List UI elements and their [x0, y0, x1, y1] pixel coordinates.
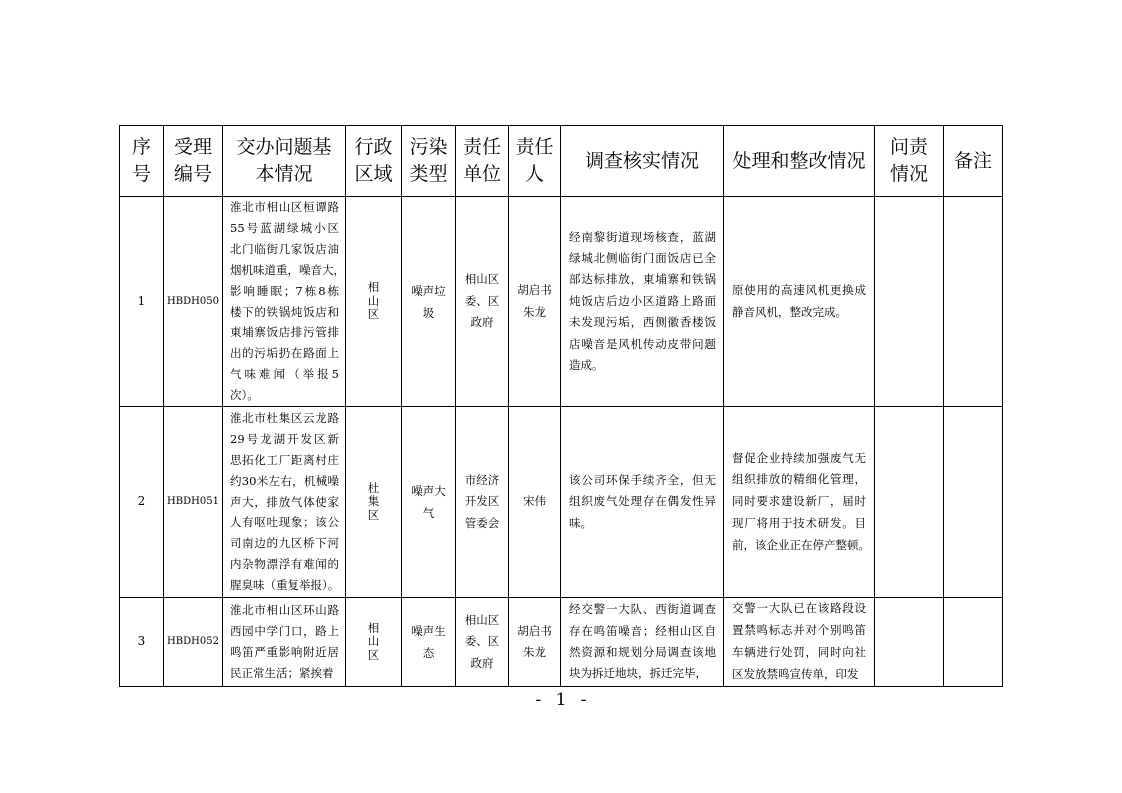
cell-unit-line: 政府 — [470, 315, 494, 330]
cell-problem-line: 人有呕吐现象；该公 — [230, 515, 339, 530]
cell-handling-line: 区发放禁鸣宣传单，印发 — [732, 666, 859, 681]
cell-pollution — [402, 598, 456, 686]
header-district-line: 行政 — [354, 136, 393, 158]
cell-no-line: 3 — [137, 634, 146, 649]
cell-investigation-line: 经交警一大队、西街道调查 — [569, 602, 716, 617]
cell-unit — [456, 197, 509, 407]
cell-unit-line: 管委会 — [464, 515, 500, 530]
cell-unit-line: 相山区 — [464, 272, 500, 287]
cell-problem-line: 腥臭味（重复举报）。 — [230, 578, 340, 593]
page-number: - 1 - — [535, 690, 587, 710]
header-person-line: 人 — [524, 163, 544, 185]
cell-unit-line: 委、区 — [464, 293, 500, 308]
header-no — [120, 126, 164, 197]
cell-no-line: 2 — [137, 494, 146, 509]
cell-unit-line: 市经济 — [464, 472, 500, 487]
cell-investigation-line: 部达标排放，東埔寨和铁锅 — [569, 272, 716, 287]
cell-pollution-line: 噪声生 — [411, 624, 446, 638]
cell-investigation-line: 然资源和规划分局调查该地 — [569, 645, 716, 659]
cell-problem-line: 内杂物漂浮有难闻的 — [230, 557, 339, 572]
cell-handling-line: 静音风机，整改完成。 — [732, 304, 847, 319]
header-problem-line: 交办问题基 — [236, 136, 332, 158]
cell-problem-line: 约30米左右，机械噪 — [230, 473, 339, 488]
cell-handling-line: 同时要求建设新厂，届时 — [732, 494, 866, 509]
cell-district-line: 杜 — [367, 480, 380, 495]
cell-investigation-line: 未发现污垢，西侧徽香楼饭 — [569, 315, 716, 330]
cell-unit — [456, 407, 509, 598]
header-district — [346, 126, 402, 197]
cell-accountability — [875, 407, 944, 598]
cell-person-line: 朱龙 — [523, 645, 546, 659]
header-person — [509, 126, 561, 197]
header-accountability-line: 问责 — [889, 136, 928, 158]
cell-remarks — [944, 197, 1002, 407]
cell-problem — [223, 407, 346, 598]
header-no-line: 号 — [131, 163, 151, 185]
cell-person-line: 胡启书 — [517, 623, 552, 638]
cell-person — [509, 407, 561, 598]
header-pollution — [402, 126, 456, 197]
cell-problem-line: 29号龙湖开发区新 — [230, 431, 339, 446]
header-pollution-line: 类型 — [409, 163, 448, 185]
cell-problem-line: 气味难闻（举报5 — [230, 367, 339, 382]
cell-handling-line: 督促企业持续加强废气无 — [732, 450, 866, 465]
cell-problem — [223, 598, 346, 686]
header-person-line: 责任 — [515, 136, 554, 158]
cell-district-line: 相 — [367, 280, 380, 295]
header-unit — [456, 126, 509, 197]
header-handling-line: 处理和整改情况 — [732, 149, 866, 172]
cell-handling-line: 置禁鸣标志并对个别鸣笛 — [732, 623, 866, 638]
cell-problem-line: 民正常生活；紧挨着 — [230, 665, 334, 680]
cell-problem-line: 影响睡眠；7栋8栋 — [230, 283, 339, 298]
cell-person-line: 宋伟 — [523, 494, 546, 509]
cell-code-line: HBDH051 — [167, 496, 219, 508]
header-unit-line: 责任 — [462, 136, 501, 158]
header-pollution-line: 污染 — [409, 136, 448, 158]
cell-district — [346, 197, 402, 407]
cell-handling — [724, 197, 875, 407]
cell-handling — [724, 407, 875, 598]
cell-pollution-line: 态 — [422, 646, 435, 660]
cell-investigation-line: 绿城北侧临街门面饭店已全 — [569, 250, 716, 265]
cell-investigation-line: 块为拆迁地块，拆迁完毕， — [569, 666, 707, 681]
cell-pollution-line: 气 — [422, 506, 435, 520]
header-investigation — [561, 126, 724, 197]
cell-remarks — [944, 598, 1002, 686]
header-code-line: 受理 — [173, 136, 212, 158]
cell-handling-line: 原使用的高速风机更换成 — [732, 282, 866, 297]
cell-investigation-line: 店噪音是风机传动皮带问题 — [569, 336, 716, 351]
cell-problem-line: 声大，排放气体使家 — [230, 494, 339, 509]
cell-handling-line: 现厂将用于技术研发。目 — [732, 515, 866, 530]
cell-problem-line: 楼下的铁锅炖饭店和 — [230, 304, 339, 319]
cell-district-line: 集 — [367, 494, 380, 509]
cell-investigation-line: 味。 — [569, 515, 592, 530]
cell-investigation-line: 组织废气处理存在偶发性异 — [569, 494, 716, 509]
cell-district-line: 区 — [367, 307, 380, 322]
cell-code — [164, 197, 223, 407]
cell-code — [164, 598, 223, 686]
cell-code — [164, 407, 223, 598]
cell-code-line: HBDH052 — [167, 636, 219, 648]
cell-district-line: 相 — [367, 620, 380, 635]
cell-unit-line: 开发区 — [464, 494, 500, 509]
cell-problem-line: 次）。 — [230, 388, 259, 403]
cell-problem-line: 55号蓝湖绿城小区 — [230, 220, 339, 235]
cell-investigation-line: 炖饭店后边小区道路上路面 — [569, 293, 716, 308]
cell-problem-line: 東埔寨饭店排污管排 — [230, 325, 339, 340]
cell-person — [509, 598, 561, 686]
cell-investigation — [561, 407, 724, 598]
cell-investigation — [561, 598, 724, 686]
cell-district — [346, 598, 402, 686]
cell-accountability — [875, 598, 944, 686]
cell-no — [120, 598, 164, 686]
cell-unit-line: 相山区 — [464, 612, 500, 627]
header-unit-line: 单位 — [462, 163, 501, 185]
header-handling — [724, 126, 875, 197]
cell-district — [346, 407, 402, 598]
cell-unit-line: 委、区 — [464, 634, 500, 649]
cell-person-line: 胡启书 — [517, 283, 552, 297]
cell-problem-line: 烟机味道重，噪音大， — [230, 262, 345, 277]
cell-pollution — [402, 407, 456, 598]
cell-person-line: 朱龙 — [523, 304, 546, 319]
cell-no — [120, 197, 164, 407]
cell-handling-line: 车辆进行处罚，同时向社 — [732, 645, 866, 659]
header-investigation-line: 调查核实情况 — [584, 149, 699, 172]
cell-person — [509, 197, 561, 407]
cell-no-line: 1 — [137, 293, 146, 308]
cell-problem-line: 淮北市杜集区云龙路 — [230, 410, 339, 425]
cell-problem-line: 思拓化工厂距离村庄 — [230, 452, 339, 467]
cell-pollution — [402, 197, 456, 407]
cell-handling — [724, 598, 875, 686]
cell-problem-line: 淮北市相山区桓谭路 — [230, 199, 339, 214]
cell-district-line: 山 — [367, 634, 380, 649]
cell-pollution-line: 圾 — [422, 305, 435, 320]
cell-problem-line: 淮北市相山区环山路 — [230, 603, 339, 618]
cell-district-line: 区 — [367, 647, 380, 662]
header-accountability — [875, 126, 944, 197]
cell-problem-line: 司南边的九区桥下河 — [230, 536, 339, 551]
cell-accountability — [875, 197, 944, 407]
cell-problem-line: 西园中学门口，路上 — [230, 624, 339, 639]
cell-investigation-line: 存在鸣笛噪音；经相山区自 — [569, 623, 716, 638]
cell-investigation-line: 经南黎街道现场核查，蓝湖 — [569, 229, 716, 244]
cell-district-line: 山 — [367, 293, 380, 308]
cell-no — [120, 407, 164, 598]
cell-unit-line: 政府 — [470, 655, 494, 670]
cell-investigation-line: 该公司环保手续齐全，但无 — [569, 472, 716, 487]
cell-problem-line: 鸣笛严重影响附近居 — [230, 645, 339, 659]
cell-problem-line: 出的污垢扔在路面上 — [230, 346, 339, 361]
cell-investigation — [561, 197, 724, 407]
cell-investigation-line: 造成。 — [569, 358, 604, 373]
header-accountability-line: 情况 — [889, 163, 928, 185]
header-no-line: 序 — [131, 136, 151, 158]
cell-handling-line: 交警一大队已在该路段设 — [732, 601, 866, 616]
header-code — [164, 126, 223, 197]
cell-handling-line: 前，该企业正在停产整顿。 — [732, 537, 870, 552]
header-problem-line: 本情况 — [255, 163, 313, 185]
cell-district-line: 区 — [367, 507, 380, 522]
cell-remarks — [944, 407, 1002, 598]
cell-pollution-line: 噪声垃 — [411, 283, 446, 298]
header-code-line: 编号 — [173, 163, 212, 185]
header-district-line: 区域 — [354, 163, 393, 185]
cell-problem-line: 北门临街几家饭店油 — [230, 241, 339, 256]
header-remarks-line: 备注 — [953, 149, 992, 172]
cell-handling-line: 组织排放的精细化管理， — [732, 472, 866, 487]
header-remarks — [944, 126, 1002, 197]
cell-unit — [456, 598, 509, 686]
cell-problem — [223, 197, 346, 407]
complaint-table — [119, 125, 1003, 687]
cell-code-line: HBDH050 — [167, 295, 219, 307]
header-problem — [223, 126, 346, 197]
cell-pollution-line: 噪声大 — [411, 484, 446, 498]
